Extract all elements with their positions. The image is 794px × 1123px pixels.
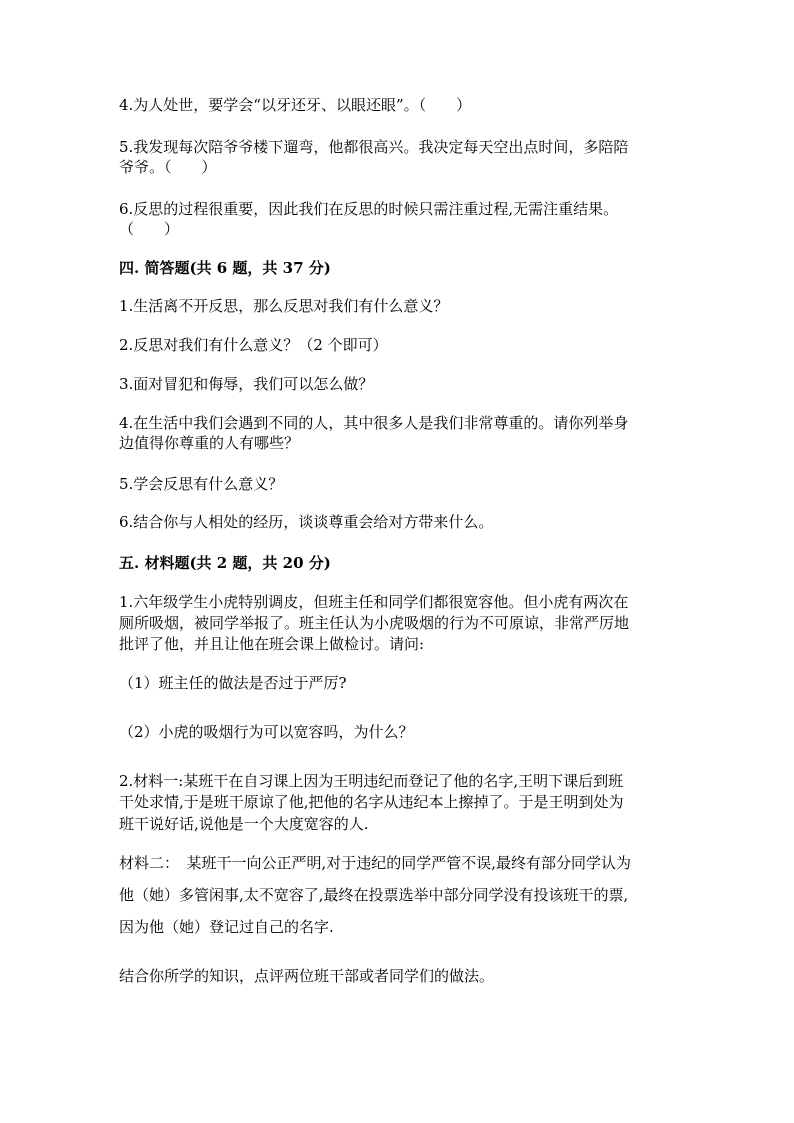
section-heading-material: 五. 材料题(共 2 题，共 20 分) — [119, 554, 331, 572]
short-answer-question-3: 3.面对冒犯和侮辱，我们可以怎么做？ — [119, 375, 374, 393]
judgement-question-6-line2: （ ） — [119, 220, 180, 238]
material-two-line3: 因为他（她）登记过自己的名字. — [119, 918, 334, 936]
material-question-1-sub1: （1）班主任的做法是否过于严厉? — [119, 674, 347, 692]
short-answer-question-2: 2.反思对我们有什么意义？（2 个即可） — [119, 336, 388, 354]
short-answer-question-5: 5.学会反思有什么意义？ — [119, 475, 284, 493]
material-question-2-line1: 2.材料一:某班干在自习课上因为王明违纪而登记了他的名字,王明下课后到班 — [119, 772, 624, 790]
material-question-1-line2: 厕所吸烟，被同学举报了。班主任认为小虎吸烟的行为不可原谅，非常严厉地 — [119, 614, 630, 632]
judgement-question-5-line2: 爷爷。（ ） — [119, 158, 217, 176]
section-heading-short-answer: 四. 简答题(共 6 题，共 37 分) — [119, 259, 331, 277]
short-answer-question-4-line2: 边值得你尊重的人有哪些？ — [119, 434, 300, 452]
short-answer-question-6: 6.结合你与人相处的经历，谈谈尊重会给对方带来什么。 — [119, 513, 494, 531]
material-two-line2: 他（她）多管闲事,太不宽容了,最终在投票选举中部分同学没有投该班干的票, — [119, 886, 629, 904]
judgement-question-6-line1: 6.反思的过程很重要，因此我们在反思的时候只需注重过程,无需注重结果。 — [119, 200, 619, 218]
short-answer-question-1: 1.生活离不开反思，那么反思对我们有什么意义？ — [119, 297, 449, 315]
material-question-1-line3: 批评了他，并且让他在班会课上做检讨。请问: — [119, 635, 425, 653]
material-question-1-line1: 1.六年级学生小虎特别调皮，但班主任和同学们都很宽容他。但小虎有两次在 — [119, 593, 629, 611]
material-question-2-line3: 班干说好话,说他是一个大度宽容的人. — [119, 815, 369, 833]
judgement-question-5-line1: 5.我发现每次陪爷爷楼下遛弯，他都很高兴。我决定每天空出点时间，多陪陪 — [119, 138, 629, 156]
material-two-line1: 材料二： 某班干一向公正严明,对于违纪的同学严管不误,最终有部分同学认为 — [119, 854, 632, 872]
material-question-2-line2: 干处求情,于是班干原谅了他,把他的名字从违纪本上擦掉了。于是王明到处为 — [119, 793, 624, 811]
material-question-2-task: 结合你所学的知识，点评两位班干部或者同学们的做法。 — [119, 967, 495, 985]
material-question-1-sub2: （2）小虎的吸烟行为可以宽容吗，为什么？ — [119, 723, 414, 741]
judgement-question-4: 4.为人处世，要学会“以牙还牙、以眼还眼”。（ ） — [119, 96, 472, 114]
short-answer-question-4-line1: 4.在生活中我们会遇到不同的人，其中很多人是我们非常尊重的。请你列举身 — [119, 414, 629, 432]
